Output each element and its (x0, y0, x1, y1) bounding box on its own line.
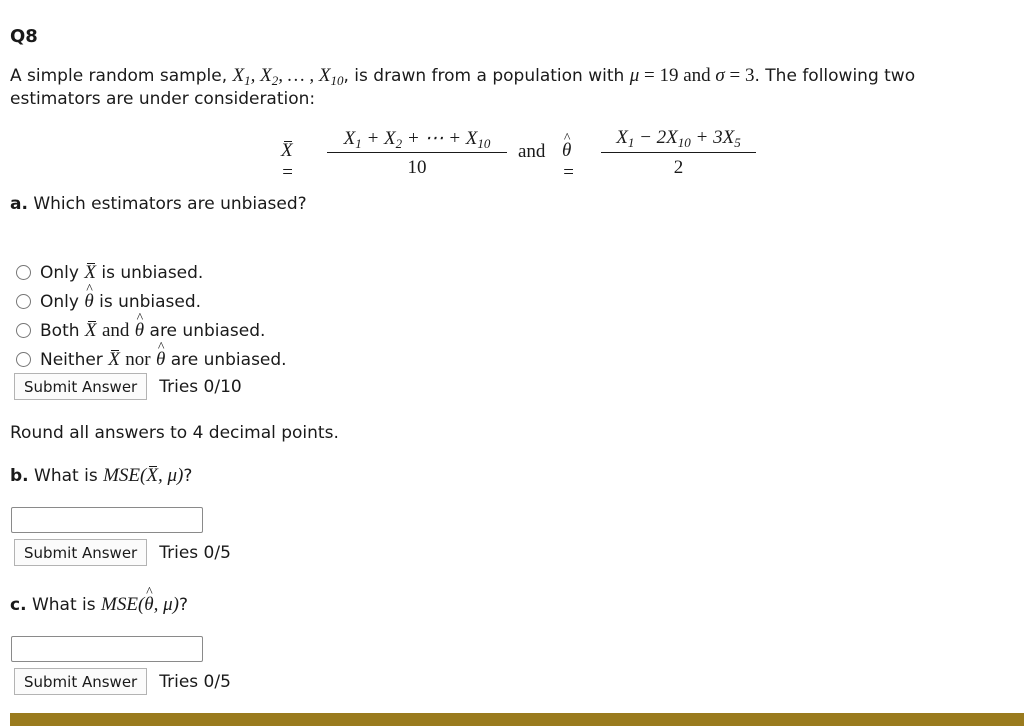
intro-text-3: . The following two estimators are under consideration: (10, 66, 916, 109)
xbar-lhs: X = (281, 140, 294, 183)
part-a-question (10, 194, 307, 214)
radio-button[interactable] (16, 323, 31, 338)
part-a-options (14, 258, 287, 374)
xbar-fraction-bar (327, 152, 507, 153)
rounding-note: Round all answers to 4 decimal points. (10, 423, 339, 443)
sigma-value: σ (715, 65, 725, 86)
option-neither[interactable]: Neither X nor ^ θ are unbiased. (14, 345, 287, 374)
part-b-submit-button[interactable]: Submit Answer (14, 539, 147, 566)
intro-and: and (678, 65, 716, 86)
part-b-question: b. What is MSE(X, μ)? (10, 465, 193, 486)
part-c-prefix: c. (10, 595, 27, 615)
part-c-text: What is (31, 595, 102, 615)
theta-denominator: 2 (673, 157, 684, 178)
intro-text-1: A simple random sample, (10, 66, 233, 86)
radio-button[interactable] (16, 352, 31, 367)
part-c-submit-row (14, 668, 231, 695)
xbar-numerator: $X_1 + X_2$ + ⋯ + $X_{10}$ (343, 128, 491, 151)
part-b-expression: MSE(X, μ) (103, 465, 184, 486)
option-only-xbar[interactable]: Only X is unbiased. (14, 258, 287, 287)
sample-variables: $X_1$, $X_2$, … , $X_{10}$ (232, 65, 344, 88)
part-a-prefix: a. (10, 194, 28, 214)
part-c-expression: MSE(^ θ, μ) (101, 594, 179, 615)
part-b-prefix: b. (10, 466, 29, 486)
option-only-theta[interactable]: Only ^ θ is unbiased. (14, 287, 287, 316)
theta-numerator: $X_1 - 2X_{10} + 3X_5$ (616, 127, 741, 150)
part-c-submit-button[interactable]: Submit Answer (14, 668, 147, 695)
question-intro: A simple random sample, $X_1$, $X_2$, … , $X_{10}$, is drawn from a population with μ = 19 and σ = 3. The following two estimators are under consideration: (10, 65, 916, 109)
part-b-text: What is (34, 466, 104, 486)
mu-value: μ (629, 65, 640, 86)
theta-fraction-bar (601, 152, 756, 153)
intro-text-2: , is drawn from a population with (343, 66, 630, 86)
bottom-status-bar (10, 713, 1024, 726)
part-a-tries: Tries 0/10 (159, 376, 242, 397)
part-c-answer-input[interactable] (11, 636, 203, 662)
part-a-submit-row (14, 373, 242, 400)
theta-lhs: ^ θ = (562, 140, 575, 184)
radio-button[interactable] (16, 294, 31, 309)
part-a-submit-button[interactable]: Submit Answer (14, 373, 147, 400)
option-both[interactable]: Both X and ^ θ are unbiased. (14, 316, 287, 345)
part-b-answer-input[interactable] (11, 507, 203, 533)
question-title: Q8 (10, 26, 38, 47)
formula-connector: and (518, 141, 546, 162)
part-b-tries: Tries 0/5 (159, 542, 231, 563)
part-a-text: Which estimators are unbiased? (33, 194, 307, 214)
radio-button[interactable] (16, 265, 31, 280)
part-c-tries: Tries 0/5 (159, 671, 231, 692)
part-c-question: c. What is MSE(^ θ, μ)? (10, 594, 188, 616)
part-b-submit-row (14, 539, 231, 566)
xbar-denominator: 10 (407, 157, 427, 178)
